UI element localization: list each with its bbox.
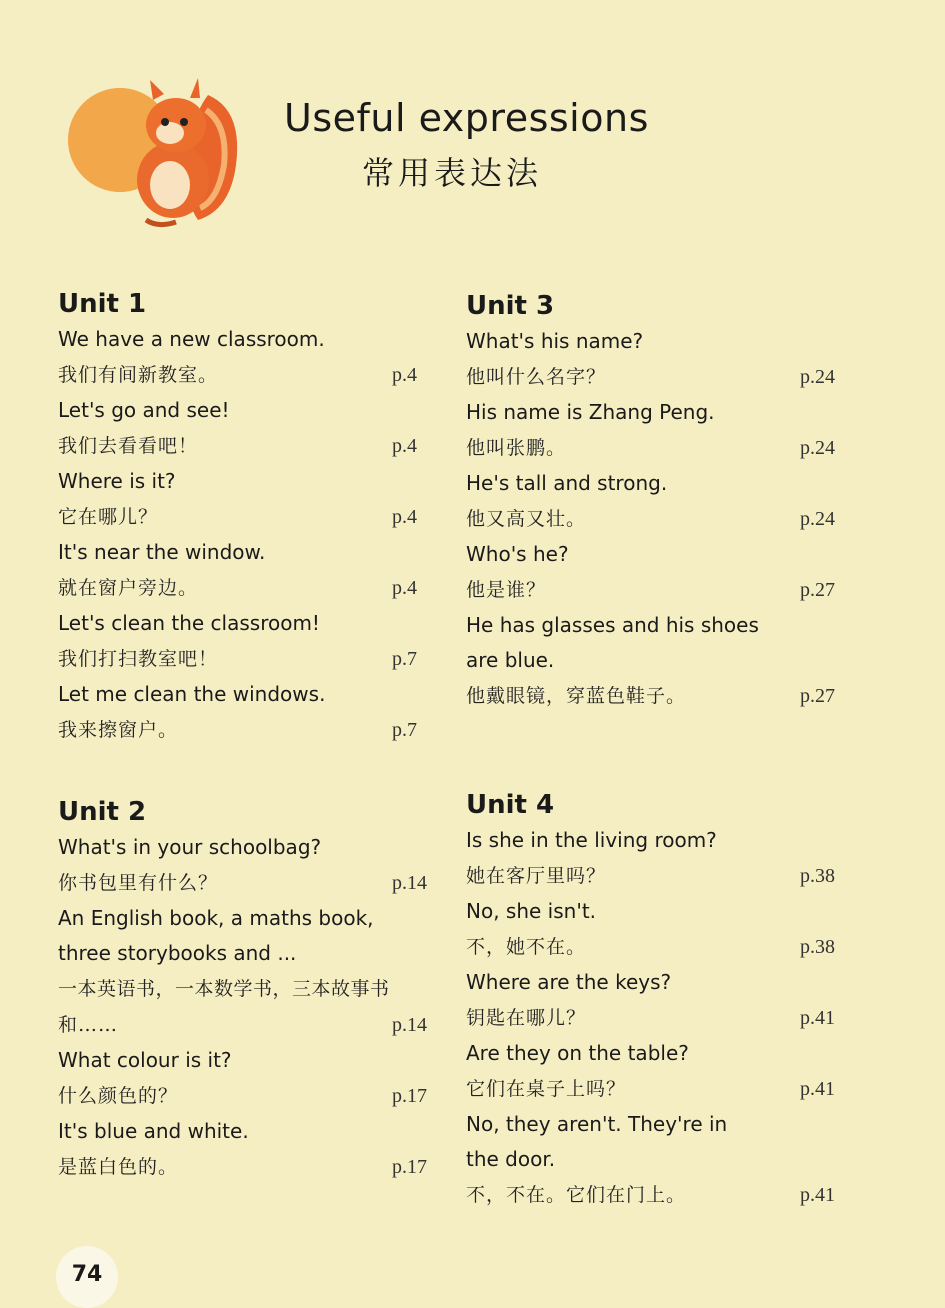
chinese-translation: 一本英语书，一本数学书，三本故事书 — [58, 978, 390, 1000]
chinese-translation: 就在窗户旁边。 — [58, 577, 199, 599]
english-expression: We have a new classroom. — [58, 327, 325, 351]
chinese-translation: 钥匙在哪儿？ — [466, 1007, 587, 1029]
english-expression-continued: are blue. — [466, 648, 555, 672]
chinese-translation: 它在哪儿？ — [58, 506, 159, 528]
english-expression: Let me clean the windows. — [58, 682, 326, 706]
page-reference: p.41 — [800, 1078, 835, 1100]
expression-item — [58, 606, 438, 677]
expression-item — [58, 322, 438, 393]
english-expression: An English book, a maths book, — [58, 906, 374, 930]
page-reference: p.14 — [392, 1014, 427, 1036]
page-reference: p.38 — [800, 865, 835, 887]
chinese-translation: 我来擦窗户。 — [58, 719, 179, 741]
english-expression: Let's go and see! — [58, 398, 230, 422]
page-reference: p.27 — [800, 579, 835, 601]
chinese-translation: 不，她不在。 — [466, 936, 587, 958]
chinese-translation: 他叫张鹏。 — [466, 437, 567, 459]
unit-title: Unit 2 — [58, 797, 147, 827]
expression-item — [58, 393, 438, 464]
english-expression: Is she in the living room? — [466, 828, 717, 852]
page-reference: p.41 — [800, 1007, 835, 1029]
page-reference: p.24 — [800, 508, 835, 530]
unit-4-block — [466, 787, 846, 1213]
chinese-translation-continued: 和…… — [58, 1014, 119, 1036]
expression-item — [466, 324, 846, 395]
chinese-translation: 她在客厅里吗？ — [466, 865, 607, 887]
chinese-translation: 他又高又壮。 — [466, 508, 587, 530]
chinese-translation: 他戴眼镜，穿蓝色鞋子。 — [466, 685, 687, 707]
unit-3-block — [466, 288, 846, 714]
english-expression: He has glasses and his shoes — [466, 613, 759, 637]
page-number-badge — [56, 1246, 118, 1308]
expression-item — [58, 901, 442, 1043]
page-reference: p.4 — [392, 506, 417, 528]
english-expression: It's near the window. — [58, 540, 266, 564]
unit-title: Unit 1 — [58, 289, 147, 319]
expression-item — [466, 1107, 846, 1213]
page-reference: p.4 — [392, 364, 417, 386]
expression-item — [58, 535, 438, 606]
unit-2-block — [58, 794, 442, 1185]
page-reference: p.38 — [800, 936, 835, 958]
expression-item — [466, 537, 846, 608]
english-expression: Where is it? — [58, 469, 176, 493]
expression-item — [466, 1036, 846, 1107]
chinese-translation: 什么颜色的？ — [58, 1085, 179, 1107]
page-reference: p.41 — [800, 1184, 835, 1206]
english-expression-continued: three storybooks and ... — [58, 941, 297, 965]
english-expression: No, they aren't. They're in — [466, 1112, 728, 1136]
chinese-translation: 他叫什么名字？ — [466, 366, 607, 388]
page-number: 74 — [71, 1262, 103, 1287]
expression-item — [466, 965, 846, 1036]
chinese-translation: 他是谁？ — [466, 579, 547, 601]
english-expression: Let's clean the classroom! — [58, 611, 320, 635]
unit-1-block — [58, 286, 438, 748]
english-expression: Are they on the table? — [466, 1041, 689, 1065]
expression-item — [58, 677, 438, 748]
expression-item — [58, 830, 442, 901]
chinese-translation: 我们有间新教室。 — [58, 364, 219, 386]
chinese-translation: 我们去看看吧！ — [58, 435, 199, 457]
page-reference: p.24 — [800, 437, 835, 459]
page-reference: p.24 — [800, 366, 835, 388]
squirrel-icon — [58, 70, 248, 230]
expression-item — [466, 894, 846, 965]
unit-title: Unit 3 — [466, 291, 555, 321]
page-reference: p.17 — [392, 1156, 427, 1178]
page-reference: p.14 — [392, 872, 427, 894]
expression-item — [466, 395, 846, 466]
title-english: Useful expressions — [284, 96, 649, 140]
english-expression: What colour is it? — [58, 1048, 232, 1072]
english-expression: No, she isn't. — [466, 899, 597, 923]
english-expression: His name is Zhang Peng. — [466, 400, 715, 424]
page-reference: p.4 — [392, 435, 417, 457]
chinese-translation: 我们打扫教室吧！ — [58, 648, 219, 670]
chinese-translation: 它们在桌子上吗？ — [466, 1078, 627, 1100]
english-expression: He's tall and strong. — [466, 471, 668, 495]
english-expression: What's his name? — [466, 329, 644, 353]
english-expression-continued: the door. — [466, 1147, 556, 1171]
title-chinese: 常用表达法 — [362, 154, 543, 192]
page-reference: p.7 — [392, 719, 417, 741]
expression-item — [58, 464, 438, 535]
english-expression: Where are the keys? — [466, 970, 672, 994]
english-expression: Who's he? — [466, 542, 569, 566]
expression-item — [466, 466, 846, 537]
chinese-translation: 是蓝白色的。 — [58, 1156, 179, 1178]
expression-item — [466, 823, 846, 894]
english-expression: What's in your schoolbag? — [58, 835, 322, 859]
unit-title: Unit 4 — [466, 790, 555, 820]
page-reference: p.27 — [800, 685, 835, 707]
expression-item — [466, 608, 846, 714]
expression-item — [58, 1043, 442, 1114]
english-expression: It's blue and white. — [58, 1119, 249, 1143]
chinese-translation: 不，不在。它们在门上。 — [466, 1184, 687, 1206]
page-reference: p.4 — [392, 577, 417, 599]
chinese-translation: 你书包里有什么？ — [58, 872, 219, 894]
page-reference: p.7 — [392, 648, 417, 670]
expression-item — [58, 1114, 442, 1185]
page-reference: p.17 — [392, 1085, 427, 1107]
